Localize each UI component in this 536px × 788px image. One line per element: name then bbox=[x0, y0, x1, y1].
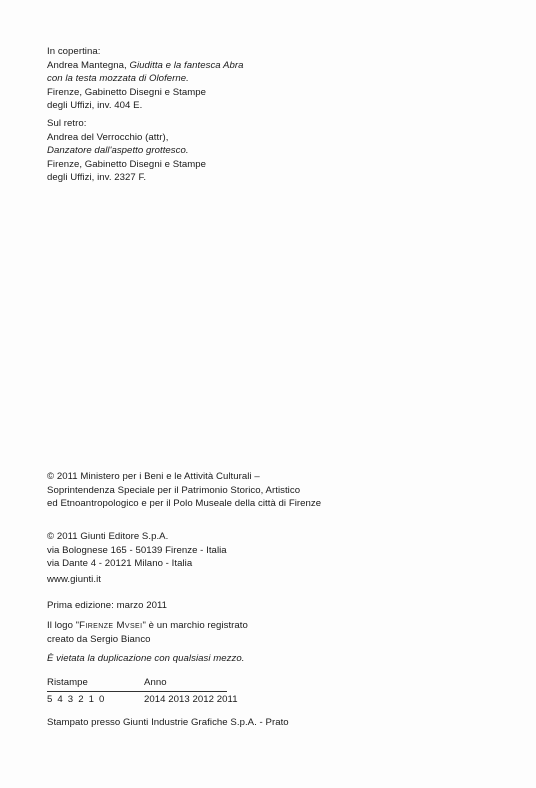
table-rule bbox=[47, 691, 227, 692]
cover-heading: In copertina: bbox=[47, 46, 101, 57]
cover-credit bbox=[47, 45, 244, 113]
trademark-prefix: Il logo " bbox=[47, 620, 80, 631]
website-url: www.giunti.it bbox=[47, 574, 101, 585]
cover-artist-title-line bbox=[47, 59, 244, 73]
cover-location: Firenze, Gabinetto Disegni e Stampe bbox=[47, 86, 207, 98]
publisher-info bbox=[47, 530, 227, 571]
copyright-line-2: Soprintendenza Speciale per il Patrimonio Storico, Artistico bbox=[47, 484, 301, 496]
back-inventory: degli Uffizi, inv. 2327 F. bbox=[47, 172, 147, 184]
printer-info: Stampato presso Giunti Industrie Grafiche S.p.A. - Prato bbox=[47, 717, 289, 728]
year-header: Anno bbox=[144, 677, 167, 688]
cover-inventory: degli Uffizi, inv. 404 E. bbox=[47, 100, 143, 112]
back-heading: Sul retro: bbox=[47, 118, 87, 129]
back-credit bbox=[47, 117, 206, 185]
cover-artwork-title: Giuditta e la fantesca Abra bbox=[129, 59, 244, 71]
website-block bbox=[47, 573, 101, 587]
copyright-notice bbox=[47, 470, 321, 511]
trademark-line-1 bbox=[47, 619, 248, 633]
copyright-line-3: ed Etnoantropologico e per il Polo Museale della città di Firenze bbox=[47, 498, 322, 510]
reprints-numbers: 5 4 3 2 1 0 bbox=[47, 693, 106, 705]
trademark-notice bbox=[47, 619, 248, 646]
first-edition: Prima edizione: marzo 2011 bbox=[47, 600, 168, 611]
trademark-suffix: " è un marchio registrato bbox=[142, 620, 248, 631]
duplication-prohibition: È vietata la duplicazione con qualsiasi mezzo. bbox=[47, 653, 245, 664]
back-location: Firenze, Gabinetto Disegni e Stampe bbox=[47, 158, 207, 170]
logo-name: Firenze Mvsei bbox=[79, 620, 143, 631]
publisher-copyright: © 2011 Giunti Editore S.p.A. bbox=[47, 531, 169, 542]
prohibition-block bbox=[47, 652, 244, 666]
reprints-header: Ristampe bbox=[47, 677, 88, 688]
cover-artwork-title-cont: con la testa mozzata di Oloferne. bbox=[47, 73, 189, 85]
reprint-years: 2014 2013 2012 2011 bbox=[144, 693, 238, 705]
publisher-address-florence: via Bolognese 165 - 50139 Firenze - Italia bbox=[47, 544, 227, 556]
copyright-line-1: © 2011 Ministero per i Beni e le Attività Culturali – bbox=[47, 471, 260, 482]
back-artist: Andrea del Verrocchio (attr), bbox=[47, 131, 169, 143]
trademark-line-2: creato da Sergio Bianco bbox=[47, 633, 151, 645]
cover-artist: Andrea Mantegna, bbox=[47, 59, 130, 71]
edition-block bbox=[47, 599, 167, 613]
back-artwork-title: Danzatore dall'aspetto grottesco. bbox=[47, 145, 189, 157]
printer-block bbox=[47, 716, 289, 730]
publisher-address-milan: via Dante 4 - 20121 Milano - Italia bbox=[47, 558, 193, 570]
